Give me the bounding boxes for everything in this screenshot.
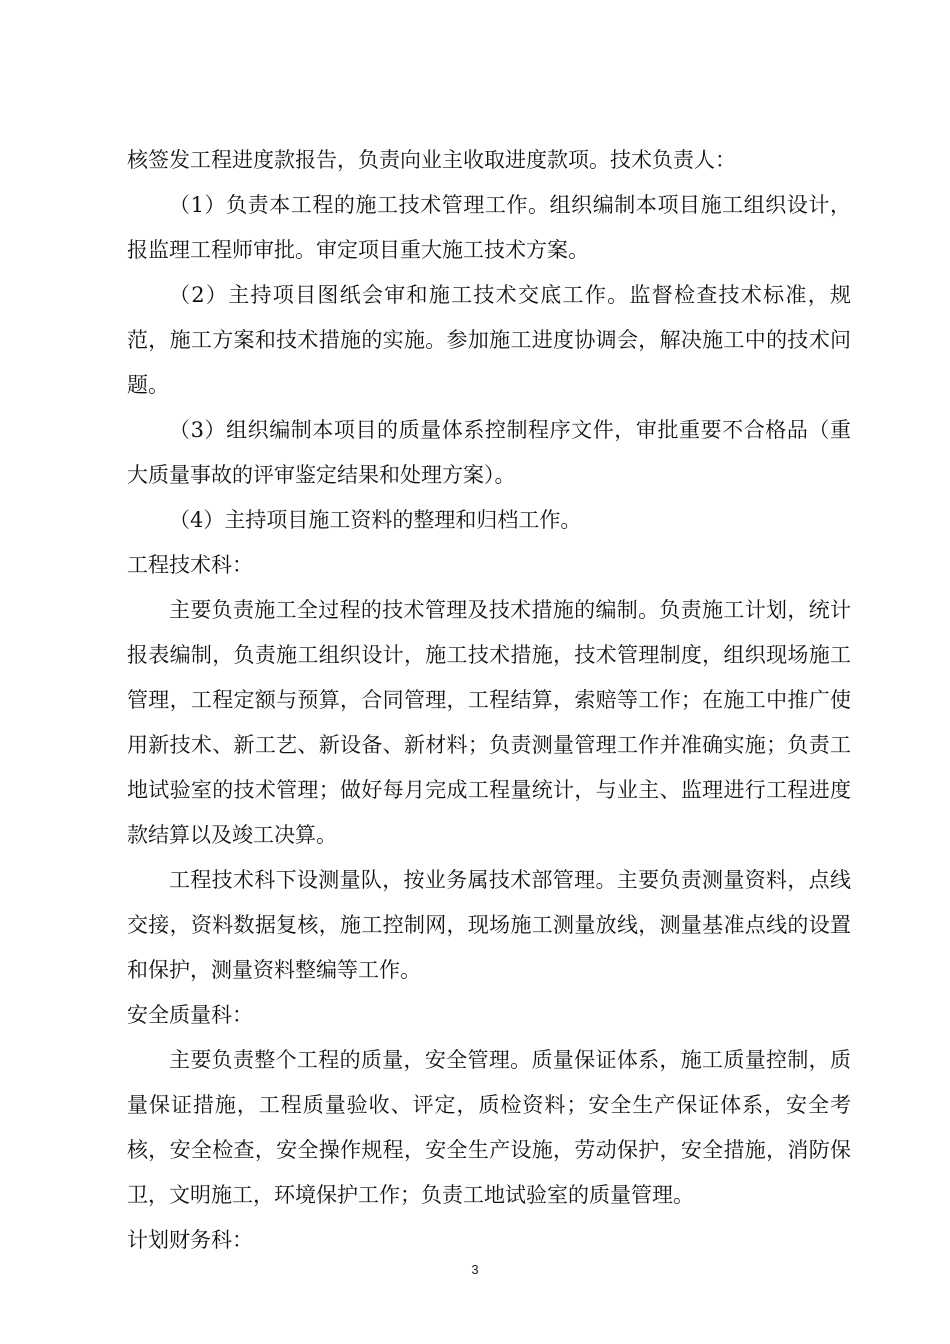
section-heading-engineering-tech: 工程技术科： bbox=[127, 553, 253, 577]
paragraph-survey-team: 工程技术科下设测量队，按业务属技术部管理。主要负责测量资料，点线交接，资料数据复核，施工控制网，现场施工测量放线，测量基准点线的设置和保护，测量资料整编等工作。 bbox=[127, 868, 851, 982]
paragraph-safety-quality-duties: 主要负责整个工程的质量，安全管理。质量保证体系，施工质量控制，质量保证措施，工程质量验收、评定，质检资料；安全生产保证体系，安全考核，安全检查，安全操作规程，安全生产设施，劳动保护，安全措施，消防保卫，文明施工，环境保护工作；负责工地试验室的质量管理。 bbox=[127, 1048, 851, 1207]
paragraph-item-4: （4）主持项目施工资料的整理和归档工作。 bbox=[169, 508, 582, 532]
document-body bbox=[127, 138, 851, 1263]
section-heading-safety-quality: 安全质量科： bbox=[127, 1003, 253, 1027]
paragraph-continuation: 核签发工程进度款报告，负责向业主收取进度款项。技术负责人： bbox=[127, 148, 736, 172]
section-heading-planning-finance: 计划财务科： bbox=[127, 1228, 253, 1252]
paragraph-item-3: （3）组织编制本项目的质量体系控制程序文件，审批重要不合格品（重大质量事故的评审鉴定结果和处理方案）。 bbox=[127, 418, 851, 487]
paragraph-item-1: （1）负责本工程的施工技术管理工作。组织编制本项目施工组织设计，报监理工程师审批。审定项目重大施工技术方案。 bbox=[127, 193, 851, 262]
paragraph-item-2: （2）主持项目图纸会审和施工技术交底工作。监督检查技术标准，规范，施工方案和技术措施的实施。参加施工进度协调会，解决施工中的技术问题。 bbox=[127, 283, 851, 397]
page-number: 3 bbox=[471, 1262, 479, 1277]
paragraph-engineering-tech-duties: 主要负责施工全过程的技术管理及技术措施的编制。负责施工计划，统计报表编制，负责施工组织设计，施工技术措施，技术管理制度，组织现场施工管理，工程定额与预算，合同管理，工程结算，索赔等工作；在施工中推广使用新技术、新工艺、新设备、新材料；负责测量管理工作并准确实施；负责工地试验室的技术管理；做好每月完成工程量统计，与业主、监理进行工程进度款结算以及竣工决算。 bbox=[127, 598, 851, 847]
